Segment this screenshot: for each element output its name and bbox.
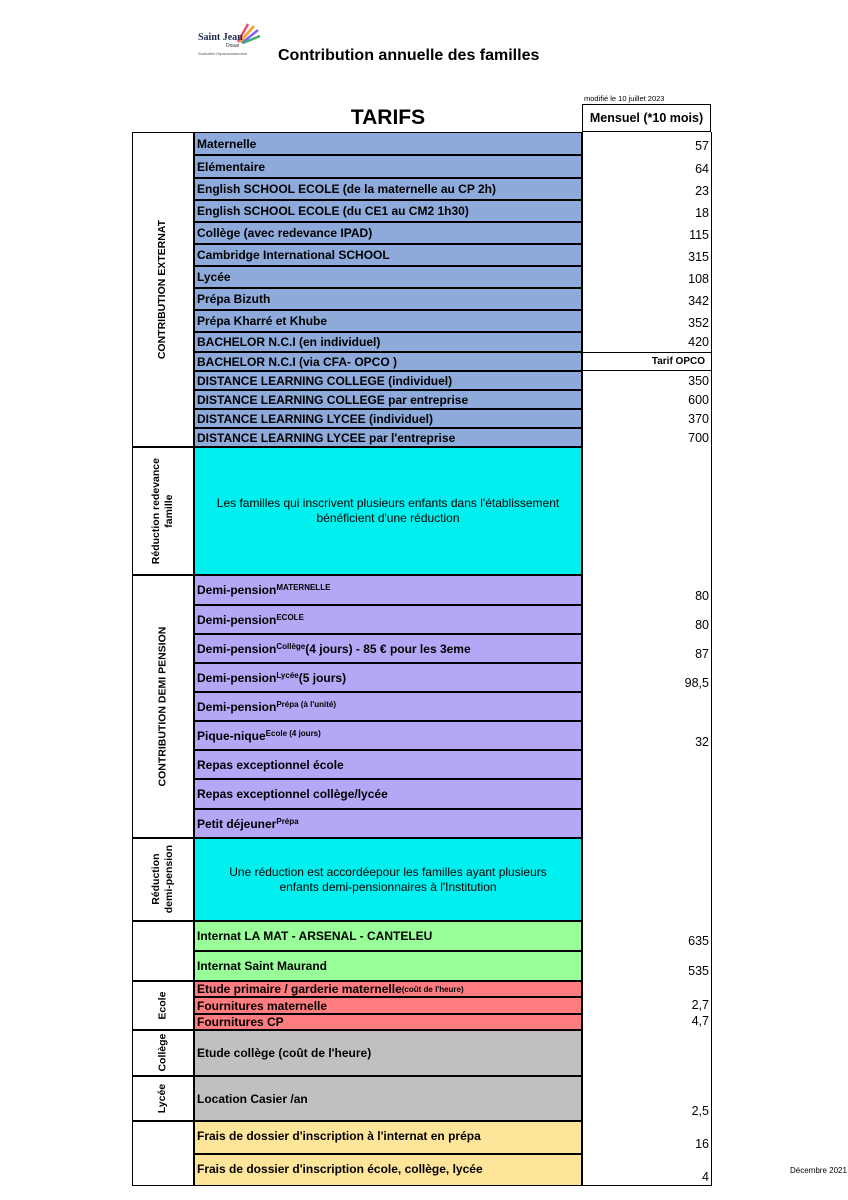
section-reduction-line2: famille	[163, 494, 176, 528]
row-small-text: ECOLE	[276, 613, 304, 622]
row-main-text: Petit déjeuner	[197, 817, 277, 831]
externat-row: DISTANCE LEARNING COLLEGE par entreprise	[194, 390, 582, 409]
price-value: 370	[688, 412, 709, 426]
row-main-text: Demi-pension	[197, 642, 277, 656]
row-main-text: Fournitures CP	[197, 1015, 284, 1029]
row-small-text: Ecole (4 jours)	[265, 729, 321, 738]
externat-row: Maternelle	[194, 132, 582, 155]
price-value: 4	[702, 1170, 709, 1184]
logo-brand: Saint Jean	[198, 32, 243, 43]
row-main-text: Repas exceptionnel collège/lycée	[197, 787, 388, 801]
price-value: 635	[688, 934, 709, 948]
row-main-text: Fournitures maternelle	[197, 998, 328, 1013]
demi-pension-row	[194, 634, 582, 663]
demi-pension-row	[194, 575, 582, 605]
internat-row: Internat LA MAT - ARSENAL - CANTELEU	[194, 921, 582, 951]
row-small-text: Prépa (à l'unité)	[276, 700, 337, 709]
section-demi-pension-label: CONTRIBUTION DEMI PENSION	[156, 626, 169, 787]
reduction-famille-note: Les familles qui inscrivent plusieurs enfants dans l'établissement bénéficient d'une réduction	[194, 447, 582, 575]
externat-row: BACHELOR N.C.I (en individuel)	[194, 332, 582, 352]
section-lycee-label: Lycée	[156, 1083, 169, 1114]
externat-row: DISTANCE LEARNING LYCEE (individuel)	[194, 409, 582, 428]
demi-pension-row	[194, 721, 582, 750]
externat-row: Collège (avec redevance IPAD)	[194, 222, 582, 244]
price-value: 342	[688, 294, 709, 308]
section-reduction-famille-label	[150, 458, 176, 564]
price-value: 16	[695, 1137, 709, 1151]
price-value: 64	[695, 162, 709, 176]
ecole-row	[194, 1014, 582, 1030]
demi-pension-row	[194, 809, 582, 838]
row-rest-text: (4 jours) - 85 € pour les 3eme	[305, 642, 471, 656]
price-value: 315	[688, 250, 709, 264]
section-lycee	[132, 1076, 194, 1121]
price-value: 352	[688, 316, 709, 330]
section-reduction-dp-line2: demi-pension	[163, 845, 176, 914]
price-value: 18	[695, 206, 709, 220]
logo-tagline: Souhaiter l'épanouissement	[198, 51, 248, 56]
price-value: 4,7	[691, 1014, 709, 1028]
document-title: Contribution annuelle des familles	[278, 47, 540, 64]
section-reduction-dp-label	[150, 845, 176, 913]
price-column-header: Mensuel (*10 mois)	[582, 104, 711, 132]
frais-row: Frais de dossier d'inscription école, collège, lycée	[194, 1154, 582, 1186]
price-value: 80	[695, 589, 709, 603]
row-main-text: Etude primaire / garderie maternelle	[197, 982, 402, 996]
lycee-row: Location Casier /an	[194, 1076, 582, 1121]
externat-row: DISTANCE LEARNING LYCEE par l'entreprise	[194, 428, 582, 447]
row-main-text: Demi-pension	[197, 613, 277, 627]
row-rest-text: (5 jours)	[298, 671, 347, 685]
row-main-text: Demi-pension	[197, 583, 277, 597]
college-row: Etude collège (coût de l'heure)	[194, 1030, 582, 1076]
price-value: 2,7	[691, 998, 709, 1012]
demi-pension-row	[194, 605, 582, 634]
section-reduction-famille	[132, 447, 194, 575]
row-main-text: Repas exceptionnel école	[197, 758, 344, 772]
section-reduction-dp	[132, 838, 194, 921]
section-ecole	[132, 981, 194, 1030]
internat-row: Internat Saint Maurand	[194, 951, 582, 981]
externat-row: BACHELOR N.C.I (via CFA- OPCO )	[194, 352, 582, 371]
price-value: 32	[695, 735, 709, 749]
footer-date: Décembre 2021	[790, 1166, 847, 1175]
section-externat-label: CONTRIBUTION EXTERNAT	[156, 219, 169, 360]
price-value: 350	[688, 374, 709, 388]
demi-pension-row	[194, 692, 582, 721]
price-value: 87	[695, 647, 709, 661]
section-college-label: Collège	[156, 1034, 169, 1072]
row-main-text: Demi-pension	[197, 671, 277, 685]
externat-row: DISTANCE LEARNING COLLEGE (individuel)	[194, 371, 582, 390]
ecole-row	[194, 997, 582, 1014]
section-college	[132, 1030, 194, 1076]
reduction-dp-note: Une réduction est accordéepour les familles ayant plusieurs enfants demi-pensionnaires à l'Institution	[194, 838, 582, 921]
demi-pension-row	[194, 779, 582, 809]
price-value: 600	[688, 393, 709, 407]
row-main-text: Pique-nique	[197, 729, 266, 743]
section-reduction-line1: Réduction redevance	[149, 457, 162, 565]
section-frais	[132, 1121, 194, 1186]
externat-row: English SCHOOL ECOLE (du CE1 au CM2 1h30)	[194, 200, 582, 222]
section-reduction-dp-line1: Réduction	[149, 853, 162, 906]
row-small-text: MATERNELLE	[276, 583, 331, 592]
externat-row: Lycée	[194, 266, 582, 288]
section-externat	[132, 132, 194, 447]
price-value: 420	[688, 335, 709, 349]
price-value: 2,5	[691, 1104, 709, 1118]
section-ecole-label: Ecole	[156, 991, 169, 1020]
section-demi-pension	[132, 575, 194, 838]
externat-row: Prépa Kharré et Khube	[194, 310, 582, 332]
row-small-text: Collège	[276, 642, 306, 651]
price-value: 23	[695, 184, 709, 198]
row-small-text: Prépa	[276, 817, 299, 826]
row-main-text: Demi-pension	[197, 700, 277, 714]
price-value: 700	[688, 431, 709, 445]
price-value: 115	[689, 228, 709, 242]
externat-row: Elémentaire	[194, 155, 582, 178]
row-small-text: Lycée	[276, 671, 299, 680]
price-value: 535	[688, 964, 709, 978]
price-value: 57	[695, 139, 709, 153]
row-small-text: (coût de l'heure)	[401, 984, 464, 994]
externat-row: Cambridge International SCHOOL	[194, 244, 582, 266]
price-value: 80	[695, 618, 709, 632]
demi-pension-row	[194, 663, 582, 692]
frais-row: Frais de dossier d'inscription à l'internat en prépa	[194, 1121, 582, 1154]
modified-date: modifié le 10 juillet 2023	[584, 94, 665, 103]
logo-city: Douai	[226, 43, 240, 49]
demi-pension-row	[194, 750, 582, 779]
ecole-row	[194, 981, 582, 997]
price-value: 108	[688, 272, 709, 286]
price-value: 98,5	[684, 676, 709, 690]
logo	[196, 22, 262, 58]
tarif-opco-cell: Tarif OPCO	[582, 352, 712, 371]
tarifs-heading: TARIFS	[350, 106, 426, 129]
externat-row: Prépa Bizuth	[194, 288, 582, 310]
externat-row: English SCHOOL ECOLE (de la maternelle au CP 2h)	[194, 178, 582, 200]
section-internat	[132, 921, 194, 981]
